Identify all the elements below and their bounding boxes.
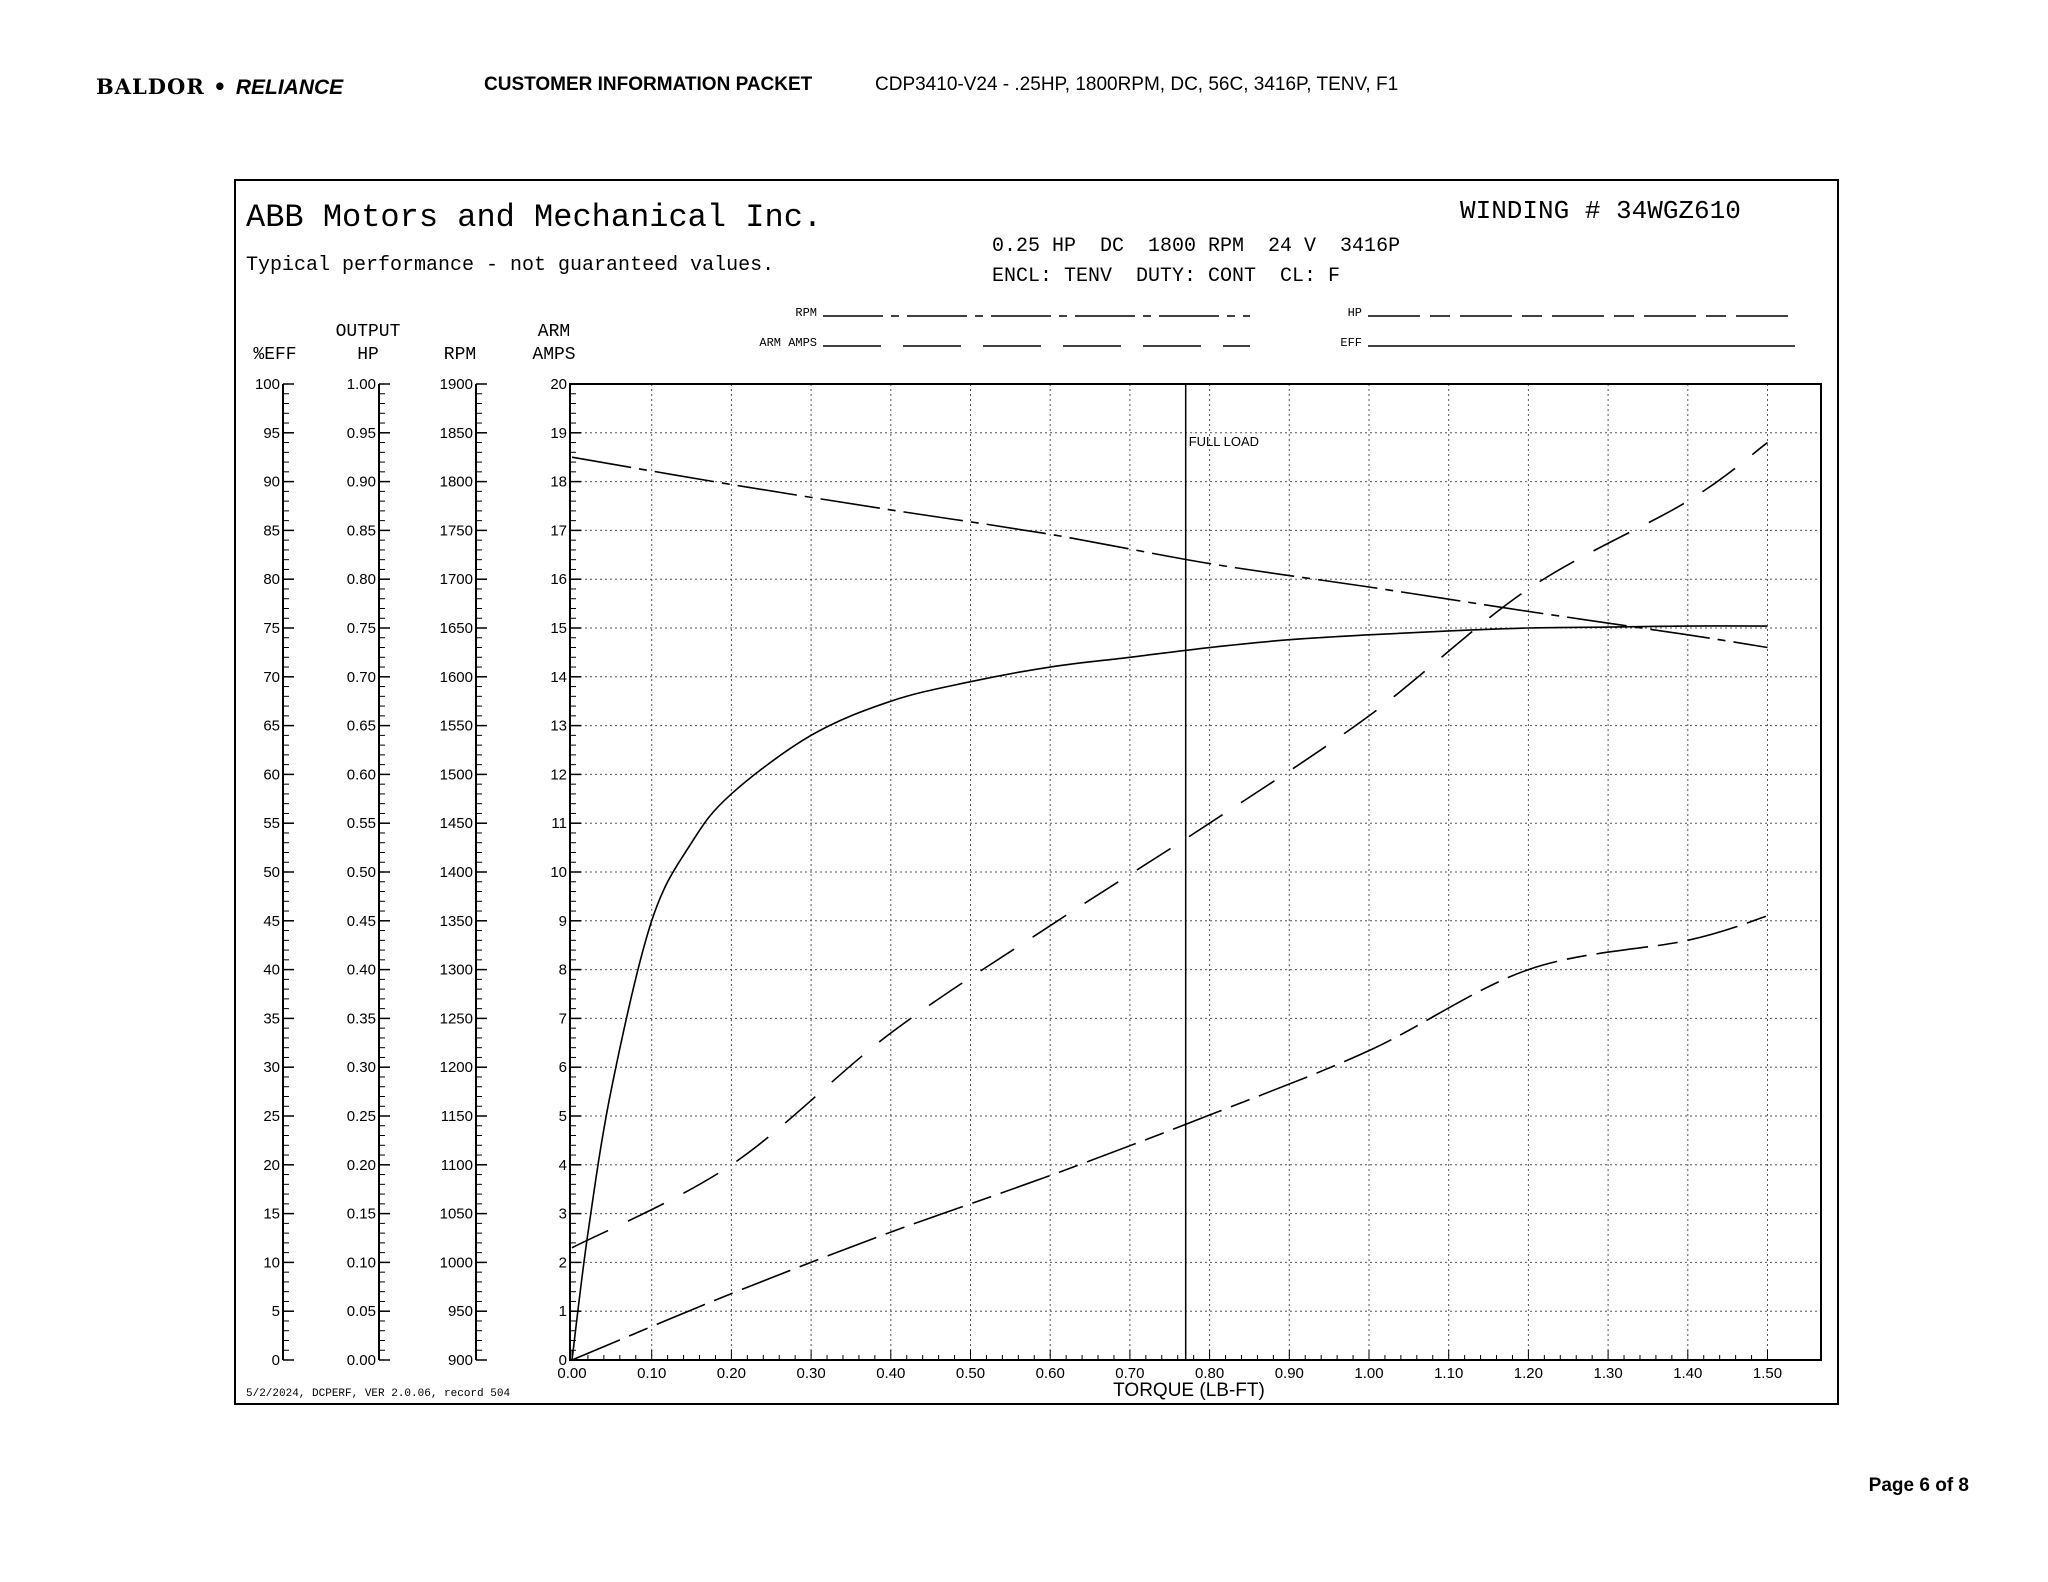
x-tick-label: 0.40 <box>876 1365 906 1382</box>
chart-footnote: 5/2/2024, DCPERF, VER 2.0.06, record 504 <box>246 1388 511 1400</box>
tick-label-rpm: 1200 <box>439 1059 473 1077</box>
tick-label-eff: 20 <box>263 1156 280 1174</box>
tick-label-amps: 11 <box>551 815 567 833</box>
x-tick-label: 1.30 <box>1593 1365 1623 1382</box>
tick-label-amps: 14 <box>550 668 567 686</box>
tick-label-rpm: 1500 <box>439 766 473 784</box>
tick-label-rpm: 1450 <box>439 815 473 833</box>
axis-header-output: OUTPUT <box>335 322 401 342</box>
tick-label-eff: 35 <box>263 1010 280 1028</box>
x-tick-label: 1.20 <box>1513 1365 1544 1382</box>
tick-label-amps: 10 <box>550 864 567 881</box>
x-tick-label: 0.20 <box>716 1365 747 1382</box>
tick-label-eff: 15 <box>263 1205 280 1223</box>
tick-label-amps: 15 <box>550 620 567 637</box>
tick-label-amps: 7 <box>558 1010 567 1028</box>
chart-subtitle: Typical performance - not guaranteed values. <box>246 254 775 277</box>
x-tick-label: 0.30 <box>796 1365 826 1382</box>
tick-label-hp: 0.70 <box>346 668 376 686</box>
tick-label-hp: 0.85 <box>346 522 376 540</box>
tick-label-hp: 0.20 <box>346 1156 376 1174</box>
tick-label-rpm: 1650 <box>439 620 473 637</box>
tick-label-rpm: 1800 <box>439 473 473 491</box>
brand-separator: • <box>213 74 228 99</box>
tick-label-rpm: 1300 <box>439 961 473 979</box>
x-tick-label: 1.50 <box>1752 1365 1783 1382</box>
doc-model-line: CDP3410-V24 - .25HP, 1800RPM, DC, 56C, 3416P, TENV, F1 <box>875 74 1399 95</box>
tick-label-hp: 0.50 <box>346 864 376 881</box>
x-tick-label: 0.10 <box>637 1365 667 1382</box>
tick-label-eff: 50 <box>263 864 280 881</box>
tick-label-amps: 0 <box>558 1352 567 1369</box>
tick-label-hp: 0.35 <box>346 1010 376 1028</box>
company-name: ABB Motors and Mechanical Inc. <box>246 199 823 236</box>
tick-label-hp: 0.60 <box>346 766 376 784</box>
tick-label-amps: 19 <box>550 424 567 442</box>
legend-label-hp: HP <box>1347 306 1362 320</box>
tick-label-amps: 13 <box>550 717 567 735</box>
axis-header-rpm: RPM <box>443 345 477 365</box>
full-load-label: FULL LOAD <box>1188 434 1260 449</box>
tick-label-eff: 25 <box>263 1108 280 1125</box>
tick-label-eff: 65 <box>263 717 280 735</box>
doc-title: CUSTOMER INFORMATION PACKET <box>484 74 813 95</box>
tick-label-rpm: 1550 <box>439 717 473 735</box>
tick-label-rpm: 1350 <box>439 912 473 930</box>
tick-label-hp: 0.15 <box>346 1205 376 1223</box>
tick-label-hp: 0.10 <box>346 1254 376 1272</box>
tick-label-rpm: 1100 <box>440 1156 473 1174</box>
x-tick-label: 0.50 <box>955 1365 986 1382</box>
tick-label-rpm: 1050 <box>439 1205 473 1223</box>
tick-label-hp: 0.75 <box>346 620 376 637</box>
tick-label-eff: 45 <box>263 912 280 930</box>
x-tick-label: 0.80 <box>1194 1365 1225 1382</box>
axis-header-arm: ARM <box>537 322 571 342</box>
x-tick-label: 0.00 <box>557 1365 587 1382</box>
x-axis-label: TORQUE (LB-FT) <box>1113 1380 1265 1401</box>
tick-label-amps: 9 <box>558 912 567 930</box>
axis-header-hp: HP <box>357 345 379 365</box>
spec-line-1: 0.25 HP DC 1800 RPM 24 V 3416P <box>992 235 1401 258</box>
tick-label-rpm: 1250 <box>439 1010 473 1028</box>
tick-label-hp: 0.90 <box>346 473 376 491</box>
tick-label-hp: 0.55 <box>346 815 376 833</box>
spec-line-2: ENCL: TENV DUTY: CONT CL: F <box>992 265 1341 288</box>
tick-label-hp: 0.80 <box>346 571 376 589</box>
series-hp-line <box>572 916 1768 1360</box>
tick-label-eff: 30 <box>263 1059 280 1077</box>
tick-label-amps: 3 <box>558 1205 567 1223</box>
x-tick-label: 1.10 <box>1434 1365 1464 1382</box>
x-tick-label: 0.90 <box>1274 1365 1304 1382</box>
tick-label-amps: 4 <box>558 1156 567 1174</box>
tick-label-eff: 5 <box>271 1303 280 1321</box>
tick-label-eff: 80 <box>263 571 280 589</box>
tick-label-hp: 0.05 <box>346 1303 376 1321</box>
tick-label-rpm: 1750 <box>439 522 473 540</box>
tick-label-hp: 0.25 <box>346 1108 376 1125</box>
axis-header-eff: %EFF <box>253 345 297 365</box>
tick-label-amps: 16 <box>550 571 567 589</box>
tick-label-eff: 70 <box>263 668 280 686</box>
legend-label-rpm: RPM <box>795 306 817 320</box>
tick-label-hp: 1.00 <box>346 376 376 393</box>
winding-number: WINDING # 34WGZ610 <box>1460 196 1741 226</box>
tick-label-eff: 55 <box>263 815 280 833</box>
tick-label-eff: 10 <box>263 1254 280 1272</box>
tick-label-hp: 0.45 <box>346 912 376 930</box>
legend-label-eff: EFF <box>1340 336 1362 350</box>
legend-label-arm-amps: ARM AMPS <box>759 336 817 350</box>
tick-label-rpm: 1000 <box>439 1254 473 1272</box>
tick-label-eff: 100 <box>254 376 280 393</box>
tick-label-hp: 0.65 <box>346 717 376 735</box>
tick-label-amps: 6 <box>558 1059 567 1077</box>
x-tick-label: 0.60 <box>1035 1365 1065 1382</box>
tick-label-amps: 20 <box>550 376 567 393</box>
x-tick-label: 1.00 <box>1354 1365 1384 1382</box>
axis-header-amps: AMPS <box>532 345 576 365</box>
tick-label-rpm: 1400 <box>439 864 473 881</box>
tick-label-rpm: 1850 <box>439 424 473 442</box>
tick-label-hp: 0.00 <box>346 1352 376 1369</box>
tick-label-amps: 17 <box>550 522 567 540</box>
tick-label-eff: 85 <box>263 522 280 540</box>
tick-label-rpm: 950 <box>447 1303 473 1321</box>
tick-label-eff: 40 <box>263 961 280 979</box>
tick-label-amps: 2 <box>558 1254 567 1272</box>
tick-label-rpm: 1600 <box>439 668 473 686</box>
brand-baldor: BALDOR <box>96 74 205 99</box>
tick-label-amps: 8 <box>558 961 567 979</box>
tick-label-amps: 1 <box>558 1303 567 1321</box>
tick-label-hp: 0.30 <box>346 1059 376 1077</box>
tick-label-hp: 0.95 <box>346 424 376 442</box>
tick-label-amps: 18 <box>550 473 567 491</box>
tick-label-hp: 0.40 <box>346 961 376 979</box>
series-arm-amps-line <box>572 443 1768 1248</box>
tick-label-rpm: 1700 <box>439 571 473 589</box>
brand-reliance: RELIANCE <box>235 76 344 99</box>
tick-label-eff: 95 <box>263 424 280 442</box>
tick-label-amps: 12 <box>550 766 567 784</box>
series-eff-line <box>572 626 1768 1360</box>
tick-label-eff: 60 <box>263 766 280 784</box>
x-tick-label: 0.70 <box>1115 1365 1145 1382</box>
tick-label-eff: 75 <box>263 620 280 637</box>
x-tick-label: 1.40 <box>1673 1365 1703 1382</box>
tick-label-amps: 5 <box>558 1108 567 1125</box>
tick-label-eff: 90 <box>263 473 280 491</box>
tick-label-rpm: 900 <box>447 1352 473 1369</box>
tick-label-eff: 0 <box>271 1352 280 1369</box>
tick-label-rpm: 1150 <box>440 1108 473 1125</box>
page-number: Page 6 of 8 <box>1868 1475 1969 1496</box>
series-rpm-line <box>572 457 1768 647</box>
tick-label-rpm: 1900 <box>439 376 473 393</box>
